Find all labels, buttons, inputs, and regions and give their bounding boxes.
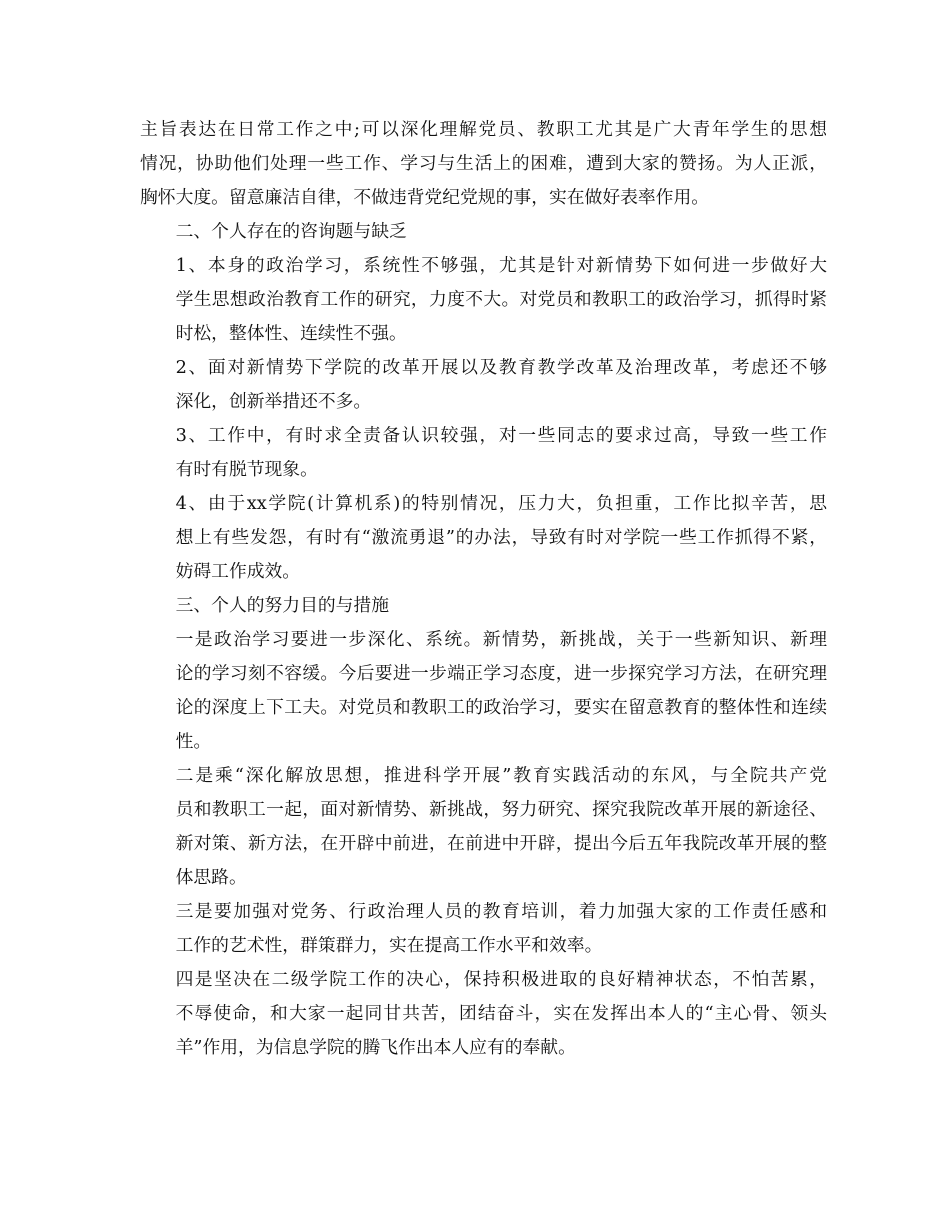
text-line: 有时有脱节现象。 (175, 459, 318, 480)
text-line: 体思路。 (175, 867, 247, 888)
text-line: 主旨表达在日常工作之中;可以深化理解党员、教职工尤其是广大青年学生的思想 (140, 119, 827, 140)
text-line: 三是要加强对党务、行政治理人员的教育培训，着力加强大家的工作责任感和 (175, 901, 827, 922)
text-line: 不辱使命，和大家一起同甘共苦，团结奋斗，实在发挥出本人的“主心骨、领头 (175, 1003, 827, 1024)
paragraph (140, 759, 827, 895)
paragraph (140, 487, 827, 589)
text-line: 性。 (175, 731, 212, 752)
text-line: 一是政治学习要进一步深化、系统。新情势，新挑战，关于一些新知识、新理 (175, 629, 827, 650)
text-line: 学生思想政治教育工作的研究，力度不大。对党员和教职工的政治学习，抓得时紧 (175, 289, 827, 310)
text-line: 二是乘“深化解放思想，推进科学开展”教育实践活动的东风，与全院共产党 (175, 765, 827, 786)
text-line: 工作的艺术性，群策群力，实在提高工作水平和效率。 (175, 935, 603, 956)
document-body (140, 113, 827, 1065)
text-line: 羊”作用，为信息学院的腾飞作出本人应有的奉献。 (175, 1037, 576, 1058)
text-line: 胸怀大度。留意廉洁自律，不做违背党纪党规的事，实在做好表率作用。 (140, 187, 710, 208)
paragraph (140, 623, 827, 759)
text-line: 深化，创新举措还不多。 (175, 391, 372, 412)
text-line: 4、由于xx学院(计算机系)的特别情况，压力大，负担重，工作比拟辛苦，思 (175, 493, 827, 514)
paragraph (140, 419, 827, 487)
text-line: 2、面对新情势下学院的改革开展以及教育教学改革及治理改革，考虑还不够 (175, 357, 827, 378)
text-line: 情况，协助他们处理一些工作、学习与生活上的困难，遭到大家的赞扬。为人正派， (140, 153, 827, 174)
paragraph (140, 249, 827, 351)
text-line: 想上有些发怨，有时有“激流勇退”的办法，导致有时对学院一些工作抓得不紧， (175, 527, 827, 548)
paragraph (140, 113, 827, 215)
text-line: 四是坚决在二级学院工作的决心，保持积极进取的良好精神状态，不怕苦累， (175, 969, 827, 990)
text-line: 论的学习刻不容缓。今后要进一步端正学习态度，进一步探究学习方法，在研究理 (175, 663, 827, 684)
paragraph (140, 895, 827, 963)
text-line: 3、工作中，有时求全责备认识较强，对一些同志的要求过高，导致一些工作 (175, 425, 827, 446)
paragraph (140, 351, 827, 419)
text-line: 三、个人的努力目的与措施 (175, 595, 389, 616)
text-line: 时松，整体性、连续性不强。 (175, 323, 407, 344)
paragraph (140, 215, 827, 249)
text-line: 员和教职工一起，面对新情势、新挑战，努力研究、探究我院改革开展的新途径、 (175, 799, 827, 820)
text-line: 新对策、新方法，在开辟中前进，在前进中开辟，提出今后五年我院改革开展的整 (175, 833, 827, 854)
text-line: 二、个人存在的咨询题与缺乏 (175, 221, 407, 242)
text-line: 论的深度上下工夫。对党员和教职工的政治学习，要实在留意教育的整体性和连续 (175, 697, 827, 718)
text-line: 1、本身的政治学习，系统性不够强，尤其是针对新情势下如何进一步做好大 (175, 255, 827, 276)
paragraph (140, 963, 827, 1065)
paragraph (140, 589, 827, 623)
text-line: 妨碍工作成效。 (175, 561, 301, 582)
